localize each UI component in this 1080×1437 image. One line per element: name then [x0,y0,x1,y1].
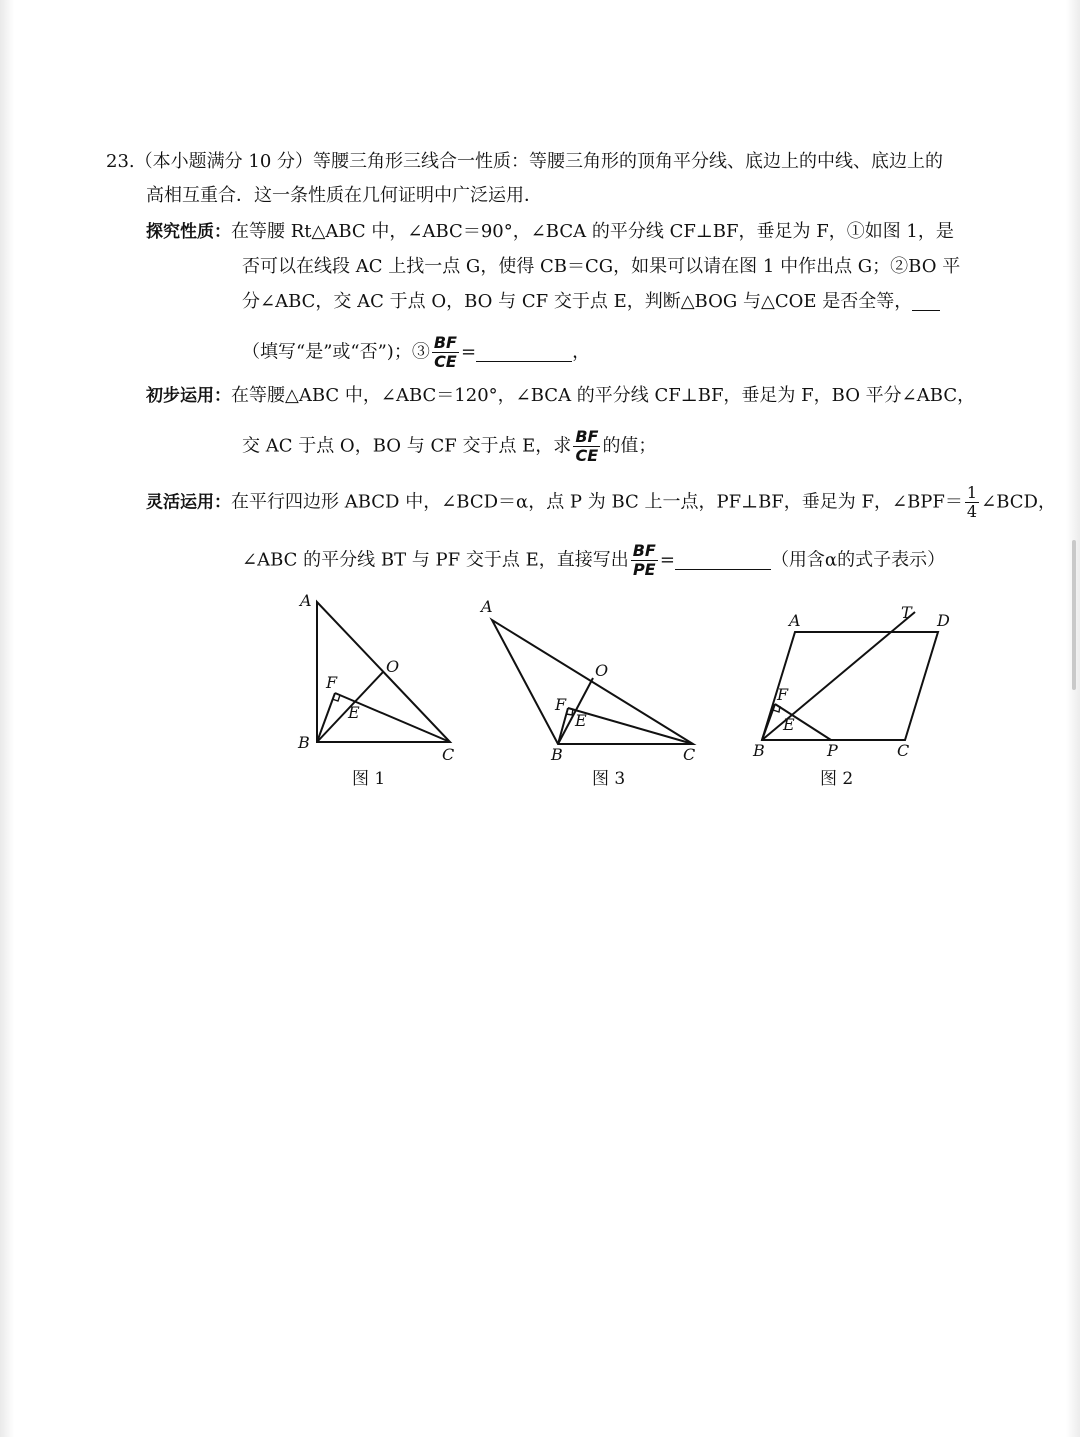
flexible-line-2 [242,542,945,579]
label-b: B [551,745,563,764]
flexible-line-1 [146,484,1056,521]
initial-heading: 初步运用： [146,386,231,406]
label-f: F [555,695,567,714]
label-a: A [789,611,801,630]
label-b: B [298,733,310,752]
initial-text-end: 的值； [602,435,657,457]
label-c: C [442,745,455,764]
label-f: F [777,685,789,704]
explore-text-3: 分∠ABC，交 AC 于点 O，BO 与 CF 交于点 E，判断△BOG 与△COE 是否全等， [242,291,913,312]
explore-text-4: （填写“是”或“否”)；③ [242,341,430,363]
score-note: （本小题满分 10 分） [134,151,313,172]
intro-text-1: 等腰三角形三线合一性质：等腰三角形的顶角平分线、底边上的中线、底边上的 [313,151,943,172]
page-edge-right [1066,0,1080,1437]
fraction-denominator: PE [632,560,656,579]
fraction-bf-ce-2 [573,428,600,465]
fraction-denominator: CE [434,352,457,371]
initial-line-1 [146,384,975,408]
fraction-numerator: BF [575,427,599,446]
explore-line-4 [242,334,590,371]
fraction-denominator: 4 [966,502,978,521]
segment-cf [568,708,693,744]
label-e: E [348,703,360,722]
initial-text-2: 交 AC 于点 O，BO 与 CF 交于点 E，求 [242,435,572,457]
triangle-abc [492,620,693,744]
label-b: B [753,741,765,760]
label-o: O [595,661,609,680]
flexible-text-1-end: ∠BCD， [981,491,1056,513]
answer-blank-expression[interactable] [675,551,771,570]
figure-3 [475,590,705,765]
label-c: C [683,745,696,764]
problem-line-1 [106,150,943,174]
fraction-numerator: BF [632,541,656,560]
segment-bf [317,693,335,742]
label-a: A [300,591,312,610]
label-o: O [386,657,400,676]
explore-heading: 探究性质： [146,222,231,242]
figure-1-caption: 图 1 [352,769,386,789]
intro-text-2: 高相互重合．这一条性质在几何证明中广泛运用． [146,185,542,206]
explore-line-3 [242,290,940,314]
label-a: A [481,597,493,616]
fraction-bf-pe [631,542,658,579]
label-p: P [827,741,838,760]
explore-line-1 [146,220,954,244]
explore-line-2 [242,255,960,279]
label-e: E [783,715,795,734]
label-c: C [897,741,910,760]
label-d: D [937,611,950,630]
figure-2 [745,600,965,765]
label-f: F [326,673,338,692]
label-t: T [901,603,912,622]
answer-blank-ratio[interactable] [476,343,572,362]
fraction-denominator: CE [575,446,599,465]
fraction-bf-ce [432,334,459,371]
problem-number: 23. [106,151,135,172]
problem-line-2 [146,184,542,208]
scrollbar[interactable] [1072,540,1076,690]
figure-3-caption: 图 3 [592,769,626,789]
figure-2-caption: 图 2 [820,769,854,789]
figure-1 [290,590,470,765]
explore-text-2: 否可以在线段 AC 上找一点 G，使得 CB＝CG，如果可以请在图 1 中作出点 G；②BO 平 [242,256,961,277]
answer-blank-congruent[interactable] [912,292,940,311]
fraction-numerator: 1 [966,483,978,502]
initial-line-2 [242,428,656,465]
explore-text-1: 在等腰 Rt△ABC 中，∠ABC＝90°，∠BCA 的平分线 CF⊥BF，垂足为 F，①如图 1，是 [231,221,954,242]
flexible-text-2-end: （用含α的式子表示） [770,549,946,571]
page-edge-left [0,0,14,1437]
label-e: E [575,711,587,730]
equals-sign: = [659,549,675,571]
initial-text-1: 在等腰△ABC 中，∠ABC＝120°，∠BCA 的平分线 CF⊥BF，垂足为 F，BO 平分∠ABC， [231,385,976,406]
equals-sign: = [460,341,477,363]
flexible-heading: 灵活运用： [146,492,231,513]
flexible-text-2: ∠ABC 的平分线 BT 与 PF 交于点 E，直接写出 [242,549,629,571]
explore-end: ， [572,341,591,363]
fraction-one-quarter [965,484,979,521]
fraction-numerator: BF [433,333,457,352]
flexible-text-1: 在平行四边形 ABCD 中，∠BCD＝α，点 P 为 BC 上一点，PF⊥BF，垂足为 F，∠BPF＝ [231,491,963,513]
